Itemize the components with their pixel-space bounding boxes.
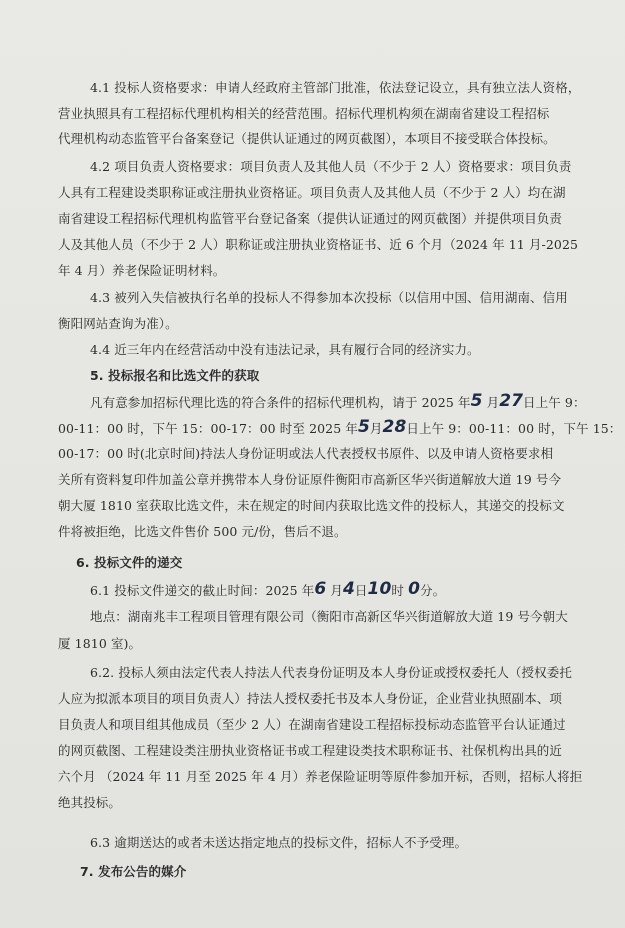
text-line: 凡有意参加招标代理比选的符合条件的招标代理机构，请于 2025 年5 月27日上午 9： (90, 391, 586, 411)
text-line: 6.1 投标文件递交的截止时间：2025 年6 月4日10时 0分。 (90, 579, 446, 599)
text-line: 朝大厦 1810 室获取比选文件，未在规定的时间内获取比选文件的投标人，其递交的投标文 (58, 498, 565, 513)
text-line: 人具有工程建设类职称证或注册执业资格证。项目负责人及其他人员（不少于 2 人）均在湖 (58, 185, 566, 200)
section-heading: 5. 投标报名和比选文件的获取 (90, 368, 260, 383)
text-line: 00-17：00 时(北京时间)持法人身份证明或法人代表授权书原件、以及申请人资格要求相 (58, 446, 554, 461)
text-line: 代理机构动态监管平台备案登记（提供认证通过的网页截图），本项目不接受联合体投标。 (58, 131, 556, 146)
text-line: 南省建设工程招标代理机构监管平台登记备案（提供认证通过的网页截图）并提供项目负责 (58, 211, 563, 226)
section-heading: 7. 发布公告的媒介 (80, 864, 187, 879)
text-line: 绝其投标。 (58, 795, 122, 810)
text-line: 六个月 （2024 年 11 月至 2025 年 4 月）养老保险证明等原件参加开标，否则，招标人将拒 (58, 769, 583, 784)
text-line: 00-11：00 时，下午 15：00-17：00 时至 2025 年5月28日上午 9：00-11：00 时，下午 15： (58, 417, 622, 437)
handwritten-hour: 10 (367, 579, 392, 599)
text-line: 年 4 月）养老保险证明材料。 (58, 263, 226, 278)
text-line: 4.2 项目负责人资格要求：项目负责人及其他人员（不少于 2 人）资格要求：项目负责 (90, 159, 572, 174)
handwritten-month: 5 (357, 417, 370, 437)
handwritten-day: 27 (499, 391, 524, 411)
handwritten-day: 28 (382, 417, 407, 437)
text-line: 4.3 被列入失信被执行名单的投标人不得参加本次投标（以信用中国、信用湖南、信用 (90, 290, 568, 305)
text-line: 目负责人和项目组其他成员（至少 2 人）在湖南省建设工程招标投标动态监管平台认证通过 (58, 717, 566, 732)
text-line: 的网页截图、工程建设类注册执业资格证书或工程建设类技术职称证书、社保机构出具的近 (58, 743, 563, 758)
text-line: 6.3 逾期送达的或者未送达指定地点的投标文件，招标人不予受理。 (90, 835, 468, 850)
section-heading: 6. 投标文件的递交 (76, 555, 183, 570)
text-line: 厦 1810 室)。 (58, 636, 142, 651)
text-line: 营业执照具有工程招标代理机构相关的经营范围。招标代理机构须在湖南省建设工程招标 (58, 106, 550, 121)
text-line: 人及其他人员（不少于 2 人）职称证或注册执业资格证书、近 6 个月（2024 年 11 月-2025 (58, 237, 579, 252)
text-line: 4.4 近三年内在经营活动中没有违法记录，具有履行合同的经济实力。 (90, 342, 480, 357)
text-line: 件将被拒绝，比选文件售价 500 元/份，售后不退。 (58, 524, 347, 539)
handwritten-day: 4 (342, 579, 355, 599)
text-line: 衡阳网站查询为准）。 (58, 316, 178, 331)
text-line: 4.1 投标人资格要求：申请人经政府主管部门批准，依法登记设立，具有独立法人资格， (90, 80, 581, 95)
handwritten-minute: 0 (408, 579, 420, 599)
text-line: 地点：湖南兆丰工程项目管理有限公司（衡阳市高新区华兴街道解放大道 19 号今朝大 (90, 609, 568, 624)
text-line: 关所有资料复印件加盖公章并携带本人身份证原件衡阳市高新区华兴街道解放大道 19 号今 (58, 472, 562, 487)
text-line: 6.2. 投标人须由法定代表人持法人代表身份证明及本人身份证或授权委托人（授权委托 (90, 665, 572, 680)
handwritten-month: 6 (314, 579, 327, 599)
handwritten-month: 5 (470, 391, 483, 411)
text-line: 人应为拟派本项目的项目负责人）持法人授权委托书及本人身份证，企业营业执照副本、项 (58, 691, 563, 706)
